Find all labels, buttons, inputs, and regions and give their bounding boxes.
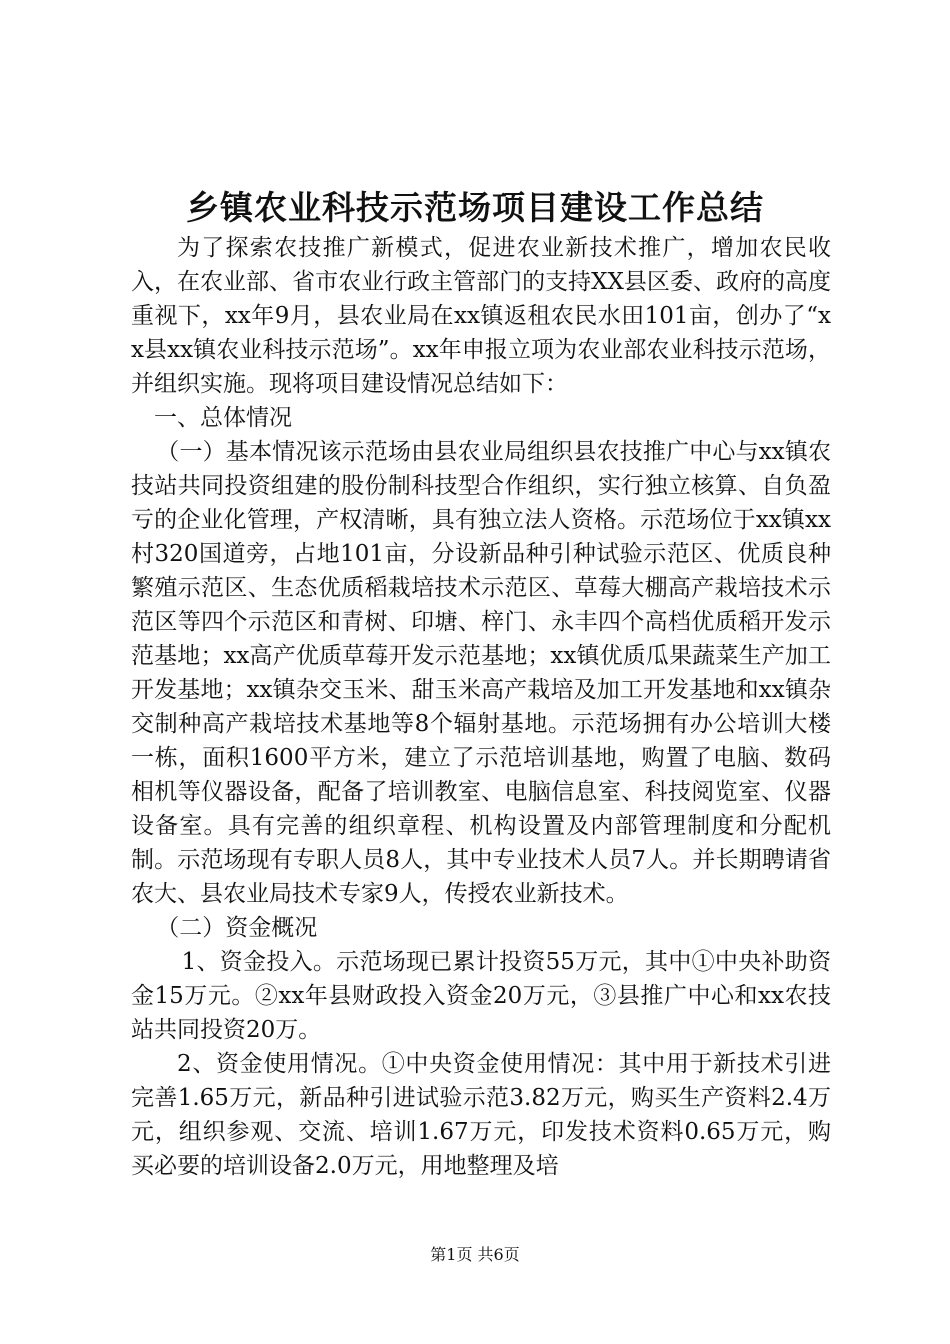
- document-body: [131, 231, 831, 1183]
- subsection-heading-funding: （二）资金概况: [156, 915, 318, 941]
- section-heading-overview: 一、总体情况: [154, 405, 292, 431]
- paragraph-funding-input: 1、资金投入。示范场现已累计投资55万元，其中①中央补助资金15万元。②xx年县财政投入资金20万元，③县推广中心和xx农技站共同投资20万。: [131, 949, 831, 1043]
- paragraph-intro: 为了探索农技推广新模式，促进农业新技术推广，增加农民收入，在农业部、省市农业行政主管部门的支持XX县区委、政府的高度重视下，xx年9月，县农业局在xx镇返租农民水田101亩，创办了“xx县xx镇农业科技示范场”。xx年申报立项为农业部农业科技示范场，并组织实施。现将项目建设情况总结如下：: [131, 235, 831, 397]
- paragraph-funding-usage: 2、资金使用情况。①中央资金使用情况：其中用于新技术引进完善1.65万元，新品种引进试验示范3.82万元，购买生产资料2.4万元，组织参观、交流、培训1.67万元，印发技术资料0.65万元，购买必要的培训设备2.0万元，用地整理及培: [131, 1051, 831, 1179]
- paragraph-basic-situation: （一）基本情况该示范场由县农业局组织县农技推广中心与xx镇农技站共同投资组建的股份制科技型合作组织，实行独立核算、自负盈亏的企业化管理，产权清晰，具有独立法人资格。示范场位于xx镇xx村320国道旁，占地101亩，分设新品种引种试验示范区、优质良种繁殖示范区、生态优质稻栽培技术示范区、草莓大棚高产栽培技术示范区等四个示范区和青树、印塘、梓门、永丰四个高档优质稻开发示范基地；xx高产优质草莓开发示范基地；xx镇优质瓜果蔬菜生产加工开发基地；xx镇杂交玉米、甜玉米高产栽培及加工开发基地和xx镇杂交制种高产栽培技术基地等8个辐射基地。示范场拥有办公培训大楼一栋，面积1600平方米，建立了示范培训基地，购置了电脑、数码相机等仪器设备，配备了培训教室、电脑信息室、科技阅览室、仪器设备室。具有完善的组织章程、机构设置及内部管理制度和分配机制。示范场现有专职人员8人，其中专业技术人员7人。并长期聘请省农大、县农业局技术专家9人，传授农业新技术。: [131, 439, 831, 907]
- document-title: 乡镇农业科技示范场项目建设工作总结: [186, 188, 764, 227]
- page-number: 第1页 共6页: [430, 1245, 520, 1264]
